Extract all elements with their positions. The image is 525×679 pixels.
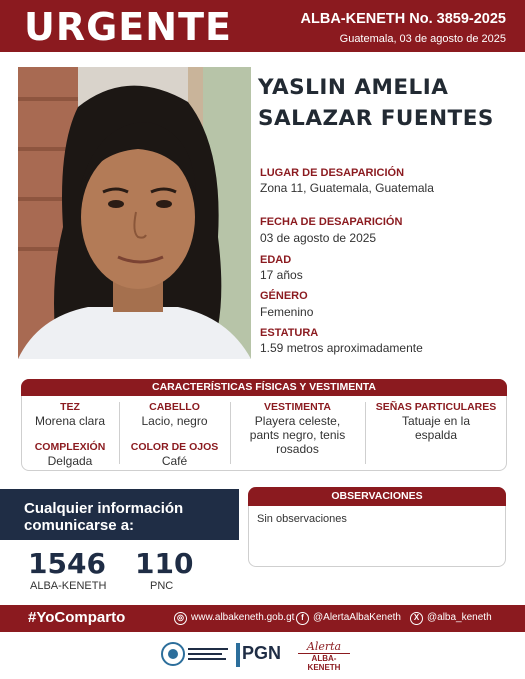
name-line-1: YASLIN AMELIA bbox=[258, 75, 449, 100]
hair-label: CABELLO bbox=[149, 401, 200, 413]
x-icon: X bbox=[410, 612, 423, 625]
marks-line: espalda bbox=[414, 428, 458, 442]
place-label: LUGAR DE DESAPARICIÓN bbox=[260, 167, 405, 179]
website-link[interactable]: www.albakeneth.gob.gt bbox=[191, 612, 295, 623]
skin-label: TEZ bbox=[60, 401, 80, 413]
clothing-value bbox=[230, 414, 365, 456]
marks-line: Tatuaje en la bbox=[401, 414, 471, 428]
eye-color-label: COLOR DE OJOS bbox=[130, 441, 219, 453]
date-label: FECHA DE DESAPARICIÓN bbox=[260, 216, 403, 228]
facebook-icon: f bbox=[296, 612, 309, 625]
skin-value: Morena clara bbox=[34, 414, 106, 428]
clothing-line: Playera celeste, bbox=[254, 414, 341, 428]
phone-alba-keneth-label: ALBA-KENETH bbox=[30, 580, 107, 592]
gender-value: Femenino bbox=[260, 305, 314, 319]
build-label: COMPLEXIÓN bbox=[34, 441, 106, 453]
name-line-2: SALAZAR FUENTES bbox=[258, 106, 494, 131]
case-date: Guatemala, 03 de agosto de 2025 bbox=[339, 33, 506, 45]
alerta-logo-top: Alerta bbox=[306, 640, 342, 653]
age-value: 17 años bbox=[260, 268, 303, 282]
place-value: Zona 11, Guatemala, Guatemala bbox=[260, 181, 434, 195]
marks-label: SEÑAS PARTICULARES bbox=[375, 401, 497, 413]
person-name bbox=[258, 72, 518, 134]
urgent-title: URGENTE bbox=[24, 5, 232, 49]
build-value: Delgada bbox=[47, 454, 93, 468]
characteristics-title: CARACTERÍSTICAS FÍSICAS Y VESTIMENTA bbox=[21, 379, 507, 396]
hashtag: #YoComparto bbox=[28, 609, 126, 626]
alerta-logo-bottom: ALBA-KENETH bbox=[298, 653, 350, 672]
phone-alba-keneth: 1546 bbox=[28, 547, 106, 580]
age-label: EDAD bbox=[260, 254, 292, 266]
height-label: ESTATURA bbox=[260, 327, 319, 339]
marks-value bbox=[365, 414, 507, 442]
eye-color-value: Café bbox=[161, 454, 188, 468]
date-value: 03 de agosto de 2025 bbox=[260, 231, 377, 245]
clothing-label: VESTIMENTA bbox=[264, 401, 331, 413]
gender-label: GÉNERO bbox=[260, 290, 308, 302]
hair-value: Lacio, negro bbox=[141, 414, 208, 428]
pgn-logo-text: PGN bbox=[242, 643, 282, 663]
clothing-line: pants negro, tenis bbox=[249, 428, 346, 442]
clothing-line: rosados bbox=[276, 442, 319, 456]
contact-line-1: Cualquier información bbox=[24, 500, 184, 517]
contact-line-2: comunicarse a: bbox=[24, 517, 135, 534]
facebook-link[interactable]: @AlertaAlbaKeneth bbox=[313, 612, 401, 623]
x-link[interactable]: @alba_keneth bbox=[427, 612, 492, 623]
phone-pnc-label: PNC bbox=[150, 580, 174, 592]
globe-icon: ◎ bbox=[174, 612, 187, 625]
alerta-alba-keneth-logo bbox=[298, 640, 350, 670]
guatemala-seal-logo bbox=[161, 640, 231, 668]
observations-text: Sin observaciones bbox=[257, 513, 347, 525]
contact-text bbox=[24, 500, 183, 534]
phone-pnc: 110 bbox=[135, 547, 194, 580]
case-number: ALBA-KENETH No. 3859-2025 bbox=[300, 11, 506, 27]
height-value: 1.59 metros aproximadamente bbox=[260, 341, 423, 355]
observations-title: OBSERVACIONES bbox=[248, 487, 506, 506]
pgn-logo bbox=[236, 643, 286, 667]
missing-person-photo bbox=[18, 67, 251, 359]
